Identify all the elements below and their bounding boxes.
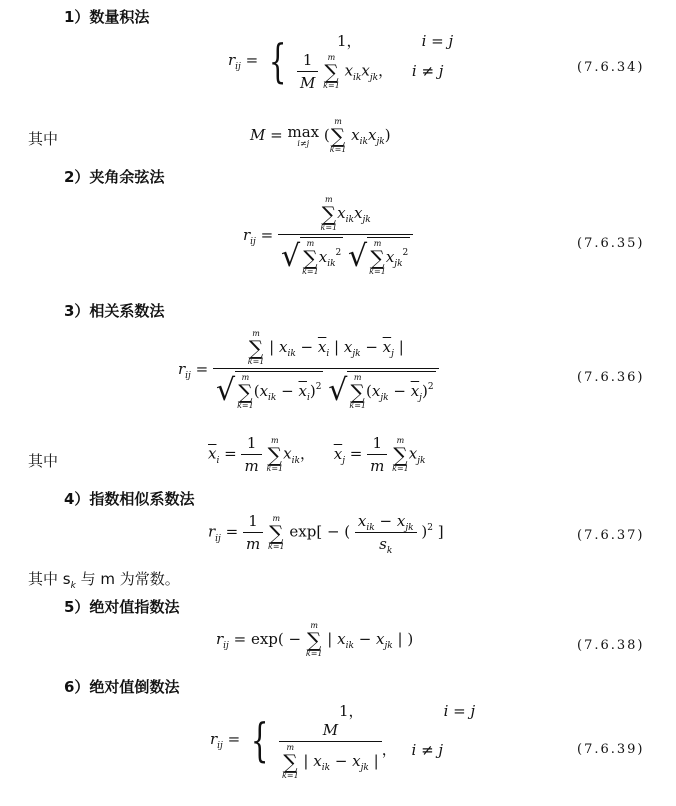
where-label-1: 其中 bbox=[28, 130, 59, 148]
section-6-title: 6）绝对值倒数法 bbox=[64, 678, 180, 696]
equation-mean-definitions: $\overline{x}_i$ = $\frac{1}{m}$ m ∑ k=1 $x_{ik}$， $\overline{x}_j$ = $\frac{1}{m}$ m ∑ k=1 $x_{jk}$ bbox=[208, 434, 426, 475]
eq-number-6: (7.6.39) bbox=[577, 742, 645, 757]
where-label-2: 其中 bbox=[28, 452, 59, 470]
section-1-title: 1）数量积法 bbox=[64, 8, 150, 26]
equation-7-6-36: $r_{ij}$ = m ∑ k=1 | $x_{ik} - \overline{x}_i$ | $x_{jk} - \overline{x}_j$ | √ m ∑ k=1 $(x_{ik} - \overline{x}_i)^2$ √ m ∑ k=1 $(x_{jk} - \overline{x}_j)^2$ bbox=[178, 330, 439, 410]
eq-number-2: (7.6.35) bbox=[577, 236, 645, 251]
eq-number-3: (7.6.36) bbox=[577, 370, 645, 385]
equation-M-definition: M = max i≠j ( m ∑ k=1 $x_{ik}x_{jk}$) bbox=[250, 117, 391, 154]
equation-7-6-34: $r_{ij}$ = { 1， i = j $\frac{1}{M}$ m ∑ k=1 $x_{ik}x_{jk}$， i ≠ j bbox=[228, 32, 454, 92]
equation-7-6-38: $r_{ij} = \exp$( − m ∑ k=1 | $x_{ik} - x_{jk}$ | ) bbox=[216, 621, 414, 658]
note-constants: 其中 $s_k$ 与 m 为常数。 bbox=[28, 570, 180, 591]
eq-number-5: (7.6.38) bbox=[577, 638, 645, 653]
section-3-title: 3）相关系数法 bbox=[64, 302, 165, 320]
eq-number-1: (7.6.34) bbox=[577, 60, 645, 75]
equation-7-6-35: $r_{ij}$ = m ∑ k=1 $x_{ik}x_{jk}$ √ m ∑ k=1 $x_{ik}^2$ √ m ∑ k=1 $x_{jk}^2$ bbox=[243, 196, 413, 276]
section-4-title: 4）指数相似系数法 bbox=[64, 490, 195, 508]
equation-7-6-37: $r_{ij}$ = $\frac{1}{m}$ m ∑ k=1 exp[ − ( $\frac{x_{ik} - x_{jk}}{s_k}$ )$^2$ ] bbox=[208, 512, 444, 556]
section-5-title: 5）绝对值指数法 bbox=[64, 598, 180, 616]
equation-7-6-39: $r_{ij}$ = { 1， i = j M m ∑ k=1 | $x_{ik} - x_{jk}$ | ， i ≠ j bbox=[210, 702, 476, 780]
eq-number-4: (7.6.37) bbox=[577, 528, 645, 543]
section-2-title: 2）夹角余弦法 bbox=[64, 168, 165, 186]
